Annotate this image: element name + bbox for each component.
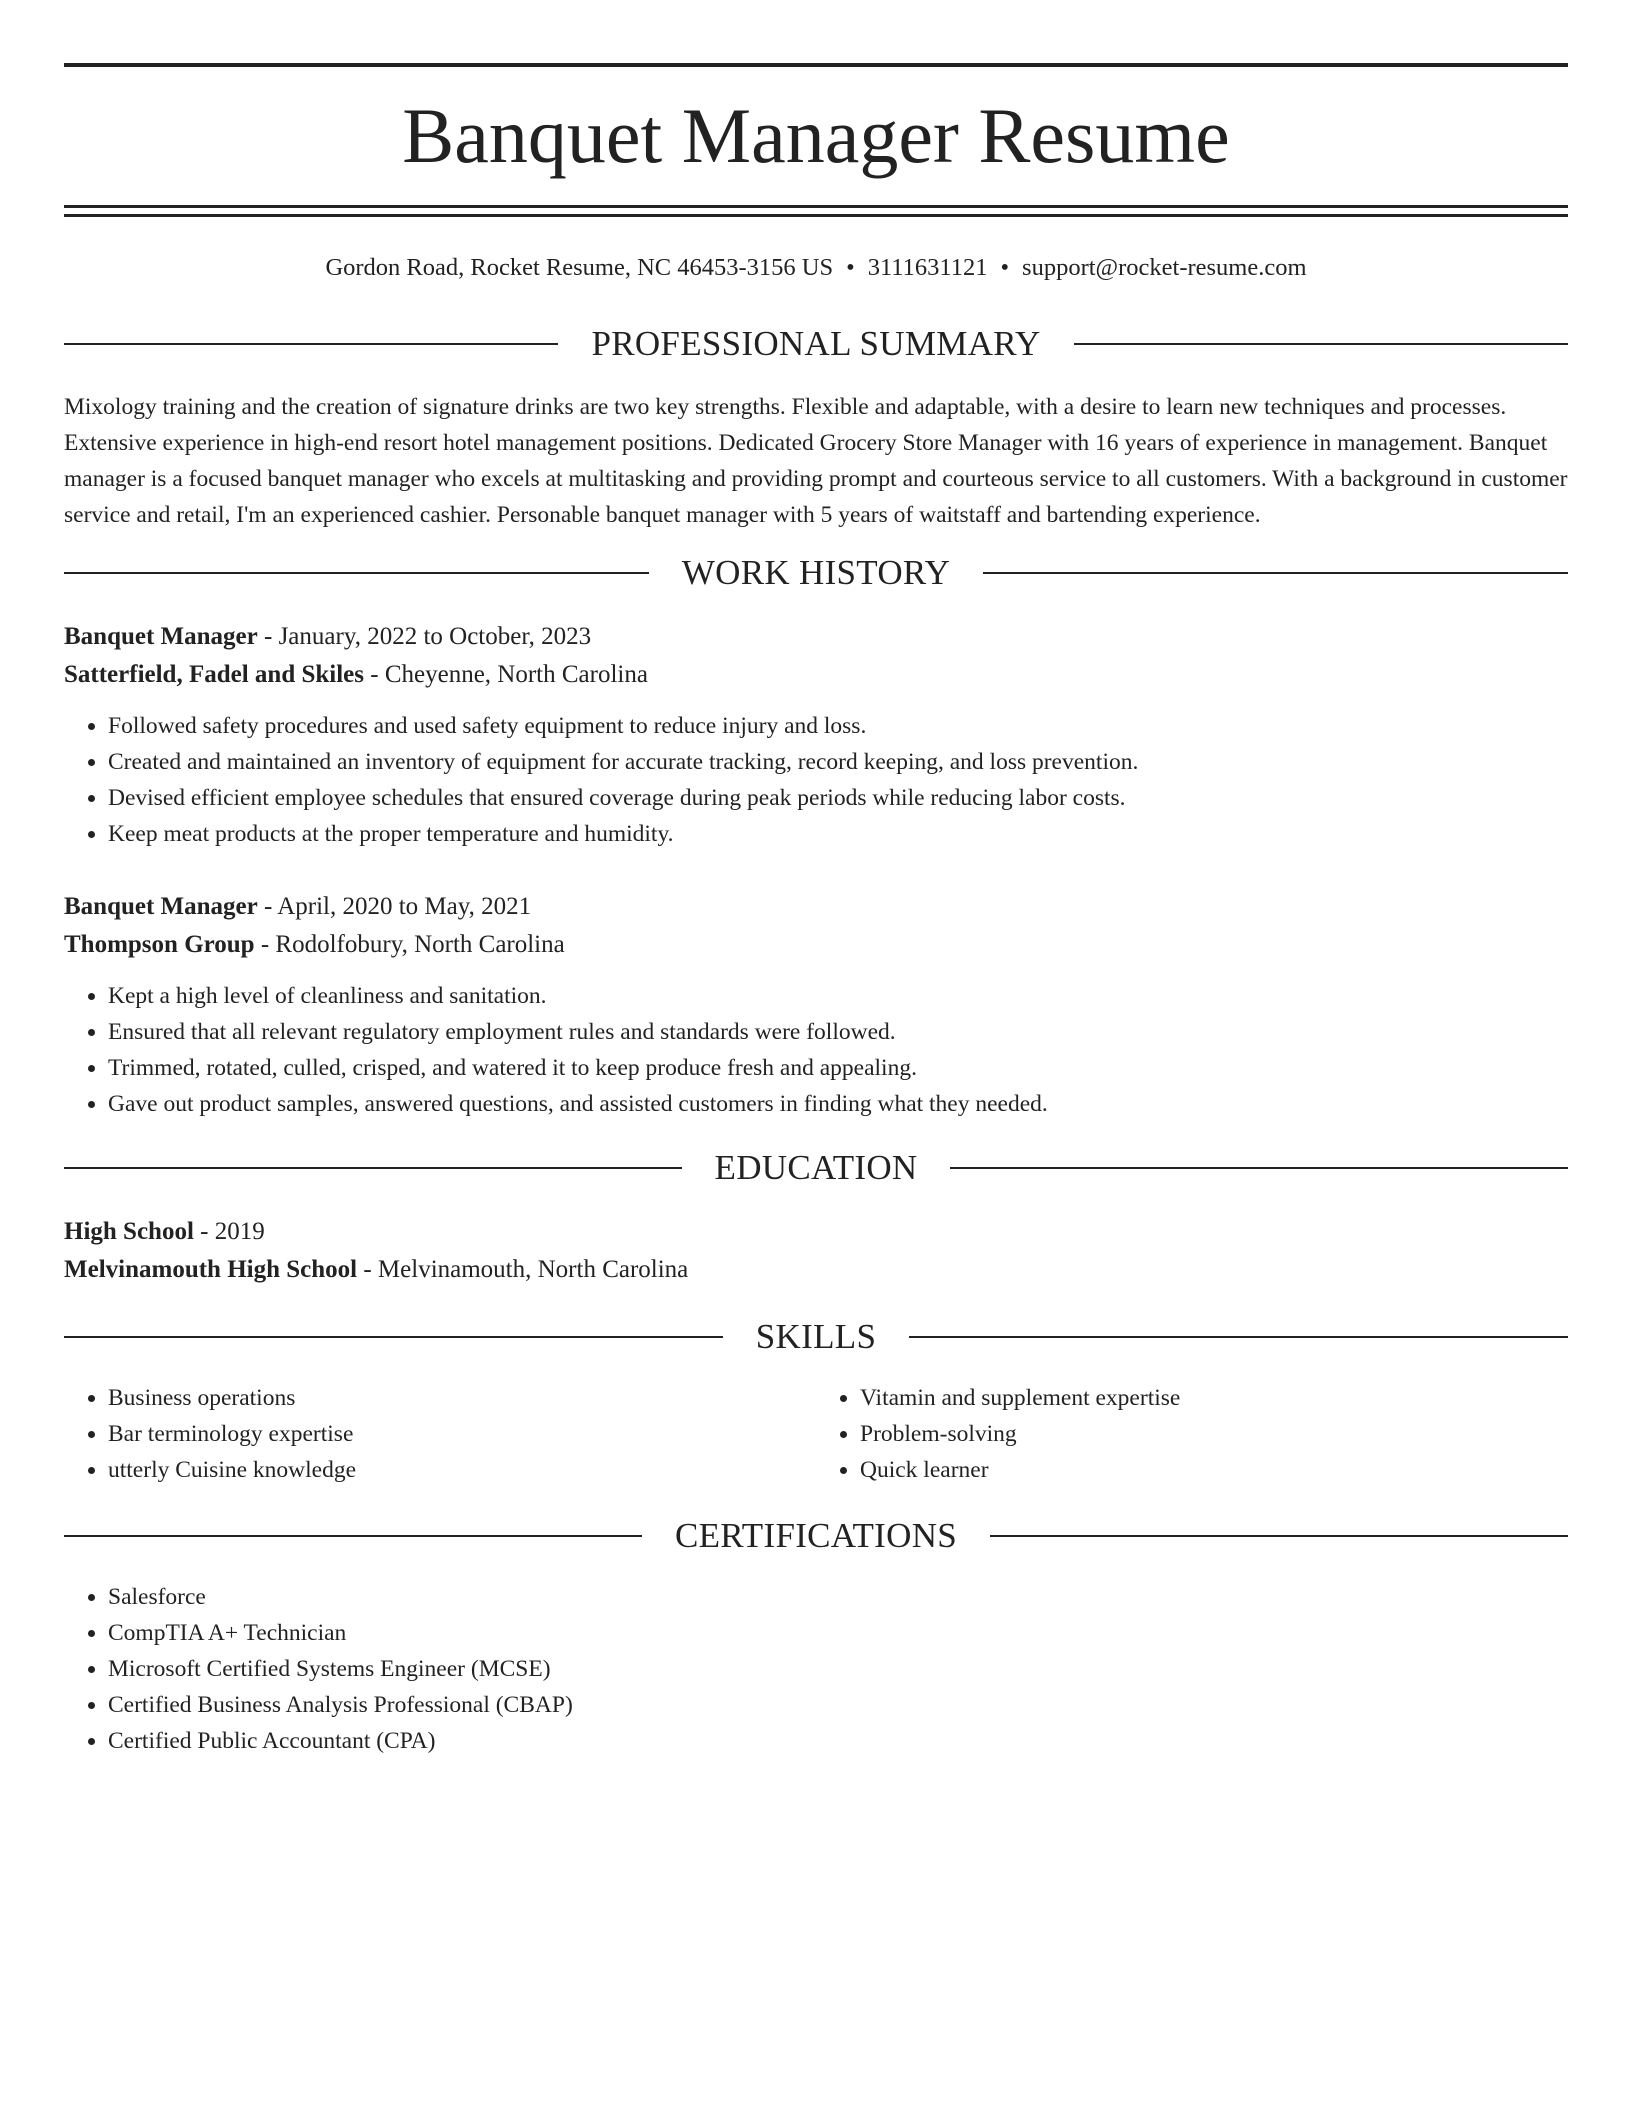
- list-item: • Kept a high level of cleanliness and sanitation.: [108, 978, 1568, 1014]
- list-item: • Salesforce: [108, 1579, 1568, 1615]
- section-heading-summary: [64, 324, 1568, 364]
- skills-list-left: [64, 1380, 816, 1488]
- job-location: - Cheyenne, North Carolina: [364, 661, 648, 689]
- heading-rule: [1074, 343, 1568, 345]
- top-rule: [64, 63, 1568, 67]
- list-item: • Certified Business Analysis Professional (CBAP): [108, 1687, 1568, 1723]
- heading-rule: [950, 1167, 1568, 1169]
- job-company-line: [64, 656, 1568, 694]
- list-item: • utterly Cuisine knowledge: [108, 1452, 816, 1488]
- resume-title: Banquet Manager Resume: [402, 92, 1230, 179]
- job-title-line: [64, 618, 1568, 656]
- title-double-rule: [64, 205, 1568, 217]
- job-entry: [64, 888, 1568, 1122]
- education-degree-line: [64, 1213, 1568, 1251]
- list-item: • Devised efficient employee schedules that ensured coverage during peak periods while reducing labor costs.: [108, 780, 1568, 816]
- job-entry: [64, 618, 1568, 852]
- list-item: • Certified Public Accountant (CPA): [108, 1723, 1568, 1759]
- job-title-line: [64, 888, 1568, 926]
- heading-rule: [909, 1336, 1568, 1338]
- certifications-list: [64, 1579, 1568, 1759]
- section-heading-education: [64, 1148, 1568, 1188]
- section-heading-skills: [64, 1317, 1568, 1357]
- list-item: • Business operations: [108, 1380, 816, 1416]
- education-year: - 2019: [193, 1218, 265, 1246]
- skills-list-right: [816, 1380, 1568, 1488]
- heading-rule: [990, 1535, 1568, 1537]
- list-item: • Created and maintained an inventory of equipment for accurate tracking, record keeping, and loss prevention.: [108, 744, 1568, 780]
- heading-rule: [983, 572, 1568, 574]
- job-location: - Rodolfobury, North Carolina: [254, 931, 565, 959]
- list-item: • Keep meat products at the proper temperature and humidity.: [108, 816, 1568, 852]
- summary-text: Mixology training and the creation of signature drinks are two key strengths. Flexible and adaptable, with a desire to learn new techniques and processes. Extensive experience in high-end resort hotel management positions. Dedicated Grocery Store Manager with 16 years of experience in management. Banquet manager is a focused banquet manager who excels at multitasking and providing prompt and courteous service to all customers. With a background in customer service and retail, I'm an experienced cashier. Personable banquet manager with 5 years of waitstaff and bartending experience.: [64, 394, 1568, 529]
- heading-rule: [64, 1535, 642, 1537]
- list-item: • Followed safety procedures and used safety equipment to reduce injury and loss.: [108, 708, 1568, 744]
- list-item: • CompTIA A+ Technician: [108, 1615, 1568, 1651]
- list-item: • Bar terminology expertise: [108, 1416, 816, 1452]
- heading-rule: [64, 572, 649, 574]
- list-item: • Ensured that all relevant regulatory employment rules and standards were followed.: [108, 1014, 1568, 1050]
- job-dates: - January, 2022 to October, 2023: [257, 623, 592, 651]
- section-heading-work-history: [64, 553, 1568, 593]
- job-company-line: [64, 926, 1568, 964]
- section-title: PROFESSIONAL SUMMARY: [591, 324, 1041, 364]
- section-title: CERTIFICATIONS: [674, 1516, 958, 1556]
- heading-rule: [64, 1336, 723, 1338]
- section-title: EDUCATION: [714, 1148, 918, 1188]
- job-role: Banquet Manager: [64, 893, 258, 921]
- list-item: • Vitamin and supplement expertise: [860, 1380, 1568, 1416]
- section-title: WORK HISTORY: [681, 553, 951, 593]
- list-item: • Gave out product samples, answered questions, and assisted customers in finding what they needed.: [108, 1086, 1568, 1122]
- skills-columns: [64, 1380, 1568, 1488]
- job-company: Satterfield, Fadel and Skiles: [64, 661, 365, 689]
- education-location: - Melvinamouth, North Carolina: [357, 1256, 689, 1284]
- list-item: • Trimmed, rotated, culled, crisped, and watered it to keep produce fresh and appealing.: [108, 1050, 1568, 1086]
- education-degree: High School: [64, 1218, 194, 1246]
- heading-rule: [64, 1167, 682, 1169]
- contact-separator: •: [1000, 254, 1010, 281]
- contact-address: Gordon Road, Rocket Resume, NC 46453-3156 US: [325, 254, 834, 281]
- contact-line: [64, 253, 1568, 282]
- list-item: • Problem-solving: [860, 1416, 1568, 1452]
- job-duties-list: [64, 708, 1568, 852]
- education-entry: [64, 1213, 1568, 1289]
- contact-separator: •: [846, 254, 855, 281]
- education-school-line: [64, 1251, 1568, 1289]
- job-dates: - April, 2020 to May, 2021: [257, 893, 532, 921]
- list-item: • Quick learner: [860, 1452, 1568, 1488]
- heading-rule: [64, 343, 558, 345]
- education-school: Melvinamouth High School: [64, 1256, 358, 1284]
- section-title: SKILLS: [755, 1317, 877, 1357]
- contact-phone: 3111631121: [867, 254, 988, 281]
- section-heading-certifications: [64, 1516, 1568, 1556]
- job-company: Thompson Group: [64, 931, 255, 959]
- list-item: • Microsoft Certified Systems Engineer (MCSE): [108, 1651, 1568, 1687]
- contact-email: support@rocket-resume.com: [1022, 254, 1307, 281]
- job-role: Banquet Manager: [64, 623, 258, 651]
- job-duties-list: [64, 978, 1568, 1122]
